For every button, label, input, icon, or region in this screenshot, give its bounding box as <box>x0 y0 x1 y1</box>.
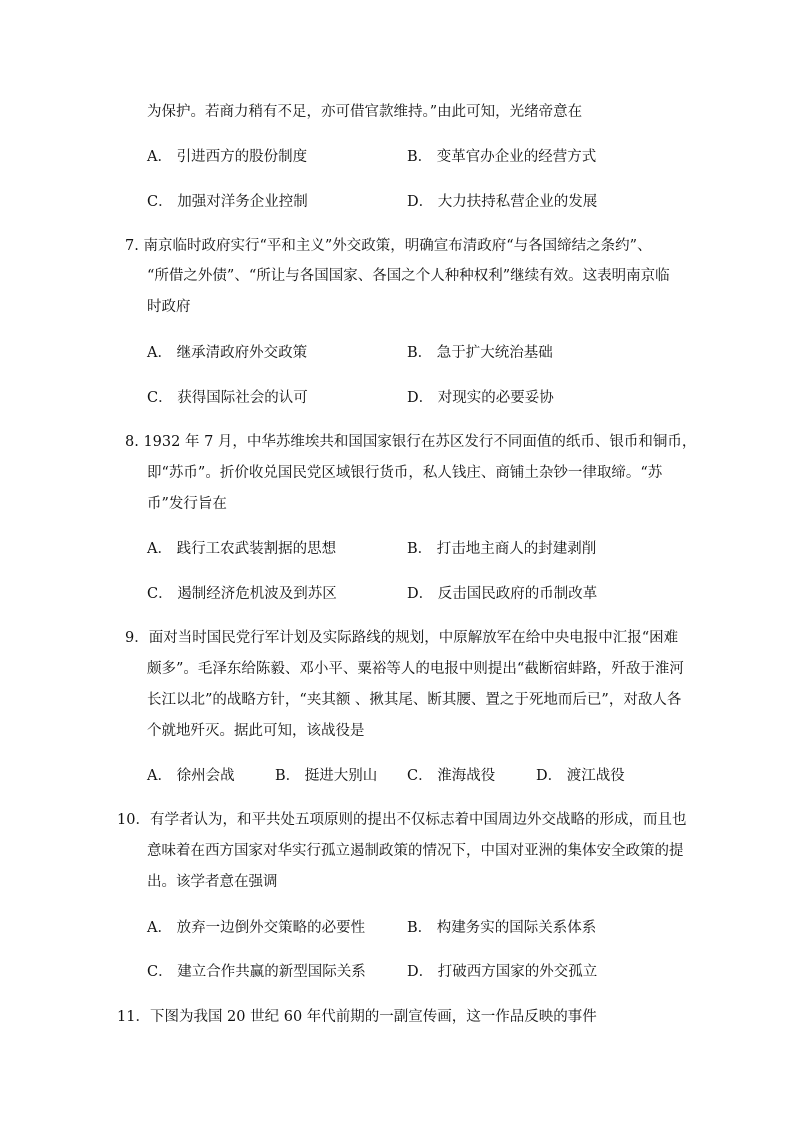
q8-stem-line-2: 即“苏币”。折价收兑国民党区域银行货币，私人钱庄、商铺土杂钞一律取缔。“苏 <box>147 465 663 481</box>
q6-option-a: A． 引进西方的股份制度 <box>147 149 308 165</box>
q7-stem-line-3: 时政府 <box>147 299 191 315</box>
q11-stem-line-1: 11．下图为我国 20 世纪 60 年代前期的一副宣传画，这一作品反映的事件 <box>117 1009 597 1025</box>
q10-stem-line-1: 10．有学者认为，和平共处五项原则的提出不仅标志着中国周边外交战略的形成，而且也 <box>117 812 687 828</box>
q9-stem-line-4: 个就地歼灭。据此可知，该战役是 <box>147 723 365 739</box>
q10-option-b: B． 构建务实的国际关系体系 <box>407 920 597 936</box>
q7-option-d: D． 对现实的必要妥协 <box>407 390 554 406</box>
q7-option-b: B． 急于扩大统治基础 <box>407 345 553 361</box>
q9-option-d: D． 渡江战役 <box>536 768 625 784</box>
q7-stem-line-1: 7. 南京临时政府实行“平和主义”外交政策，明确宣布清政府“与各国缔结之条约”、 <box>125 238 652 254</box>
q7-stem-line-2: “所借之外债”、“所让与各国国家、各国之个人种种权利”继续有效。这表明南京临 <box>147 268 670 284</box>
q8-stem-line-3: 币”发行旨在 <box>147 496 227 512</box>
q6-option-d: D． 大力扶持私营企业的发展 <box>407 194 598 210</box>
q9-stem-line-2: 颇多”。毛泽东给陈毅、邓小平、粟裕等人的电报中则提出“截断宿蚌路，歼敌于淮河 <box>147 661 684 677</box>
q8-option-b: B． 打击地主商人的封建剥削 <box>407 541 597 557</box>
q8-option-d: D． 反击国民政府的币制改革 <box>407 586 598 602</box>
q9-option-b: B． 挺进大别山 <box>275 768 378 784</box>
q6-option-c: C． 加强对洋务企业控制 <box>147 194 308 210</box>
q10-stem-line-3: 出。该学者意在强调 <box>147 874 278 890</box>
q7-option-a: A． 继承清政府外交政策 <box>147 345 308 361</box>
q8-option-c: C． 遏制经济危机波及到苏区 <box>147 586 337 602</box>
q10-option-c: C． 建立合作共赢的新型国际关系 <box>147 964 366 980</box>
q10-option-a: A． 放弃一边倒外交策略的必要性 <box>147 920 366 936</box>
q10-stem-line-2: 意味着在西方国家对华实行孤立遏制政策的情况下，中国对亚洲的集体安全政策的提 <box>147 843 684 859</box>
q9-stem-line-1: 9．面对当时国民党行军计划及实际路线的规划，中原解放军在给中央电报中汇报“困难 <box>125 630 679 646</box>
q6-stem-line: 为保护。若商力稍有不足，亦可借官款维持。”由此可知，光绪帝意在 <box>147 104 583 120</box>
q9-stem-line-3: 长江以北”的战略方针，“夹其额 、揪其尾、断其腰、置之于死地而后已”，对敌人各 <box>147 692 682 708</box>
q6-option-b: B． 变革官办企业的经营方式 <box>407 149 597 165</box>
q8-option-a: A． 践行工农武装割据的思想 <box>147 541 337 557</box>
q10-option-d: D． 打破西方国家的外交孤立 <box>407 964 598 980</box>
q8-stem-line-1: 8. 1932 年 7 月，中华苏维埃共和国国家银行在苏区发行不同面值的纸币、银币和铜币， <box>125 434 697 450</box>
q9-option-c: C． 淮海战役 <box>407 768 496 784</box>
q9-option-a: A． 徐州会战 <box>147 768 235 784</box>
q7-option-c: C． 获得国际社会的认可 <box>147 390 308 406</box>
